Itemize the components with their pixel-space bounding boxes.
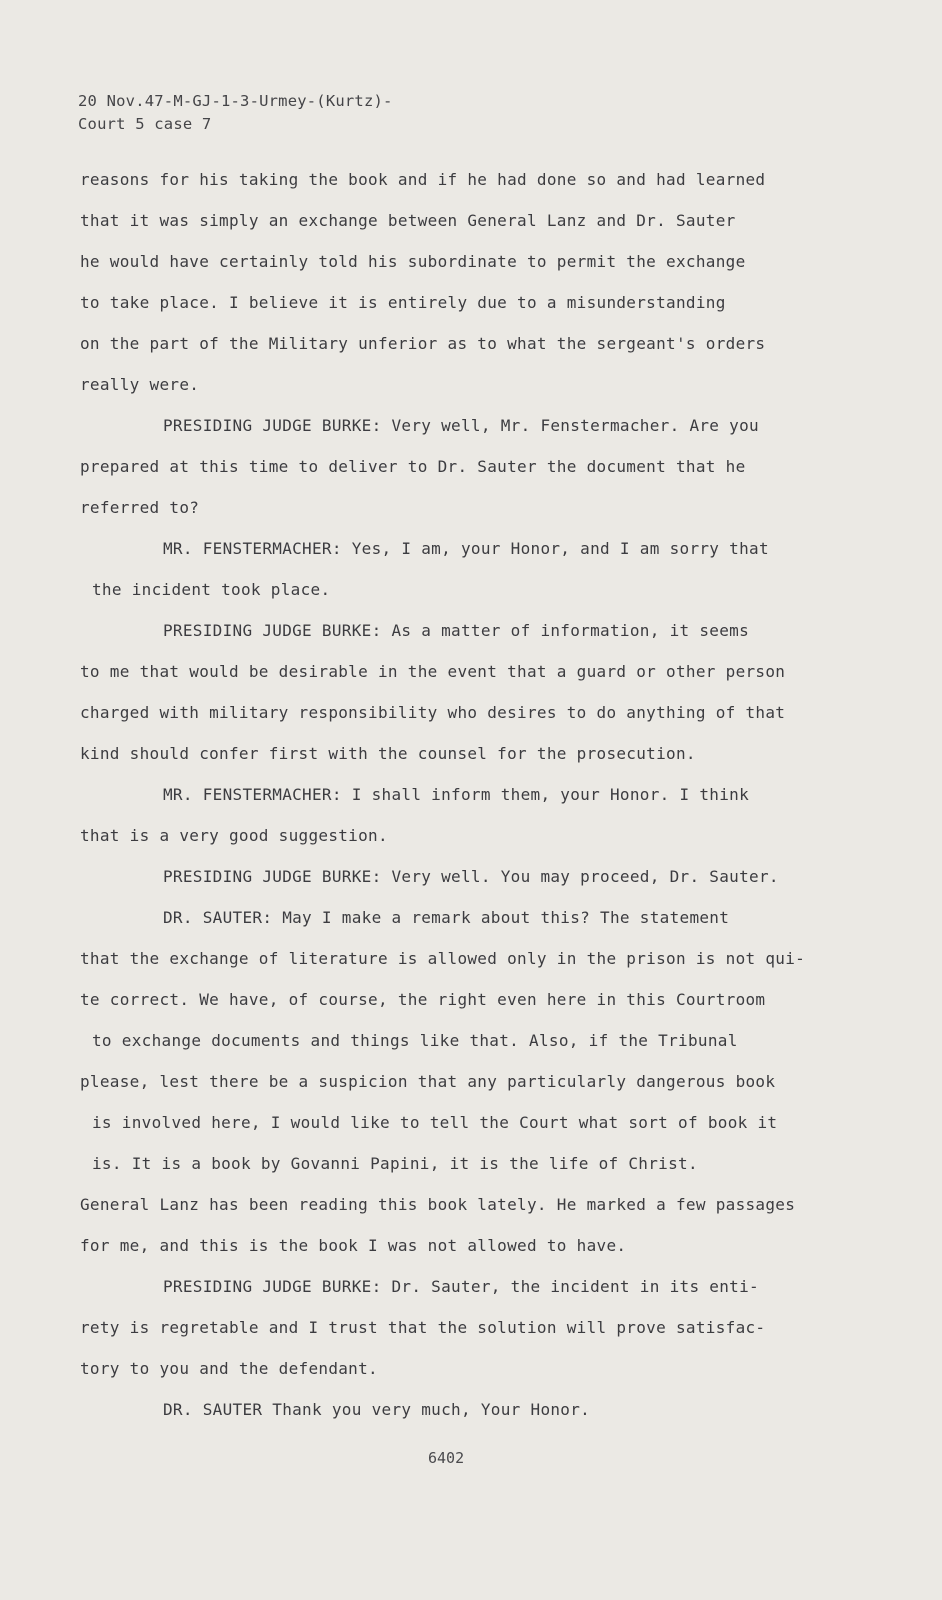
text-line: the incident took place. bbox=[92, 580, 331, 599]
text-line: prepared at this time to deliver to Dr. Sauter the document that he bbox=[80, 457, 746, 476]
text-line: PRESIDING JUDGE BURKE: Very well, Mr. Fenstermacher. Are you bbox=[163, 416, 759, 435]
text-line: PRESIDING JUDGE BURKE: Dr. Sauter, the incident in its enti- bbox=[163, 1277, 759, 1296]
text-line: to exchange documents and things like that. Also, if the Tribunal bbox=[92, 1031, 738, 1050]
text-line: te correct. We have, of course, the right even here in this Courtroom bbox=[80, 990, 766, 1009]
text-line: on the part of the Military unferior as to what the sergeant's orders bbox=[80, 334, 766, 353]
text-line: for me, and this is the book I was not allowed to have. bbox=[80, 1236, 627, 1255]
page-number: 6402 bbox=[428, 1449, 465, 1467]
text-line: reasons for his taking the book and if he had done so and had learned bbox=[80, 170, 766, 189]
text-line: General Lanz has been reading this book lately. He marked a few passages bbox=[80, 1195, 796, 1214]
text-line: PRESIDING JUDGE BURKE: As a matter of information, it seems bbox=[163, 621, 750, 640]
header-line-1: 20 Nov.47-M-GJ-1-3-Urmey-(Kurtz)- bbox=[78, 92, 393, 110]
text-line: DR. SAUTER: May I make a remark about this? The statement bbox=[163, 908, 730, 927]
text-line: kind should confer first with the counsel for the prosecution. bbox=[80, 744, 696, 763]
text-line: that is a very good suggestion. bbox=[80, 826, 388, 845]
text-line: DR. SAUTER Thank you very much, Your Honor. bbox=[163, 1400, 591, 1419]
document-header bbox=[78, 90, 393, 136]
text-line: PRESIDING JUDGE BURKE: Very well. You may proceed, Dr. Sauter. bbox=[163, 867, 779, 886]
text-line: referred to? bbox=[80, 498, 200, 517]
text-line: rety is regretable and I trust that the solution will prove satisfac- bbox=[80, 1318, 766, 1337]
text-line: is. It is a book by Govanni Papini, it is the life of Christ. bbox=[92, 1154, 698, 1173]
text-line: that the exchange of literature is allowed only in the prison is not qui- bbox=[80, 949, 806, 968]
text-line: is involved here, I would like to tell the Court what sort of book it bbox=[92, 1113, 778, 1132]
text-line: please, lest there be a suspicion that any particularly dangerous book bbox=[80, 1072, 776, 1091]
text-line: MR. FENSTERMACHER: I shall inform them, your Honor. I think bbox=[163, 785, 750, 804]
text-line: charged with military responsibility who desires to do anything of that bbox=[80, 703, 786, 722]
text-line: really were. bbox=[80, 375, 200, 394]
text-line: tory to you and the defendant. bbox=[80, 1359, 378, 1378]
text-line: he would have certainly told his subordinate to permit the exchange bbox=[80, 252, 746, 271]
header-line-2: Court 5 case 7 bbox=[78, 115, 212, 133]
text-line: to take place. I believe it is entirely due to a misunderstanding bbox=[80, 293, 726, 312]
text-line: that it was simply an exchange between General Lanz and Dr. Sauter bbox=[80, 211, 736, 230]
text-line: MR. FENSTERMACHER: Yes, I am, your Honor, and I am sorry that bbox=[163, 539, 769, 558]
text-line: to me that would be desirable in the event that a guard or other person bbox=[80, 662, 786, 681]
